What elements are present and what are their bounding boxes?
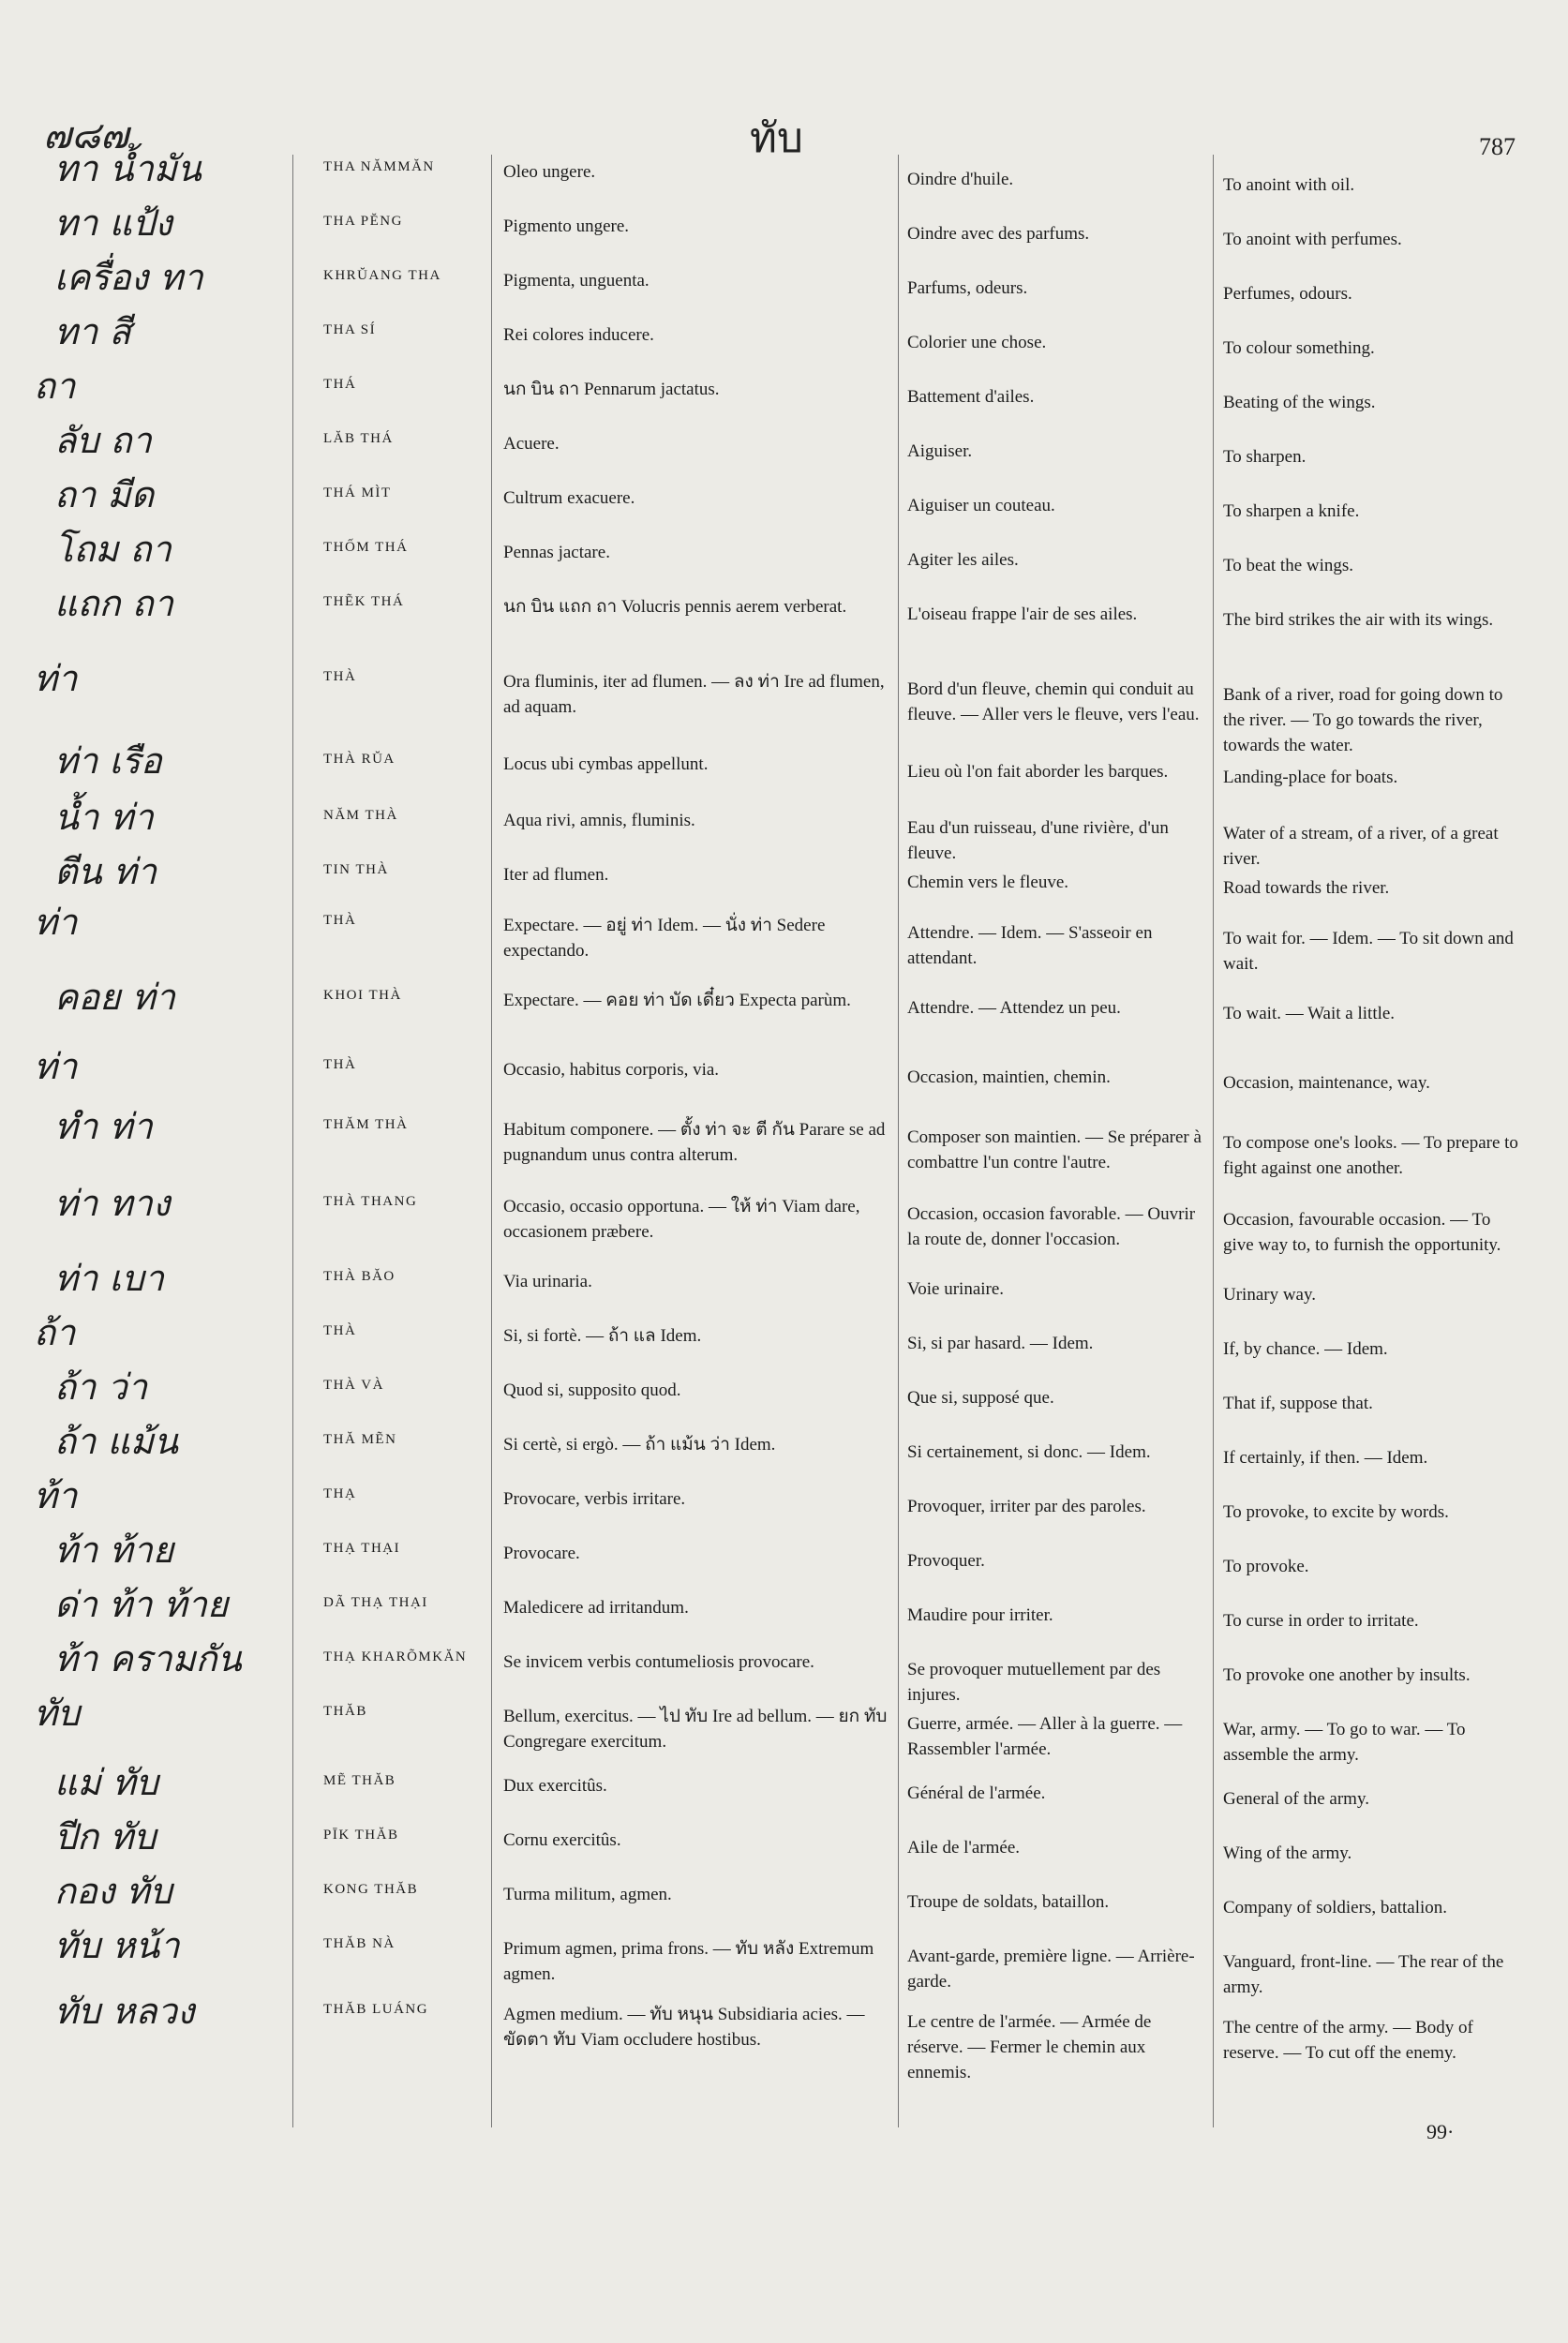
entry-english-definition: That if, suppose that.	[1223, 1394, 1373, 1413]
entry-english-definition: To anoint with perfumes.	[1223, 230, 1402, 249]
thai-page-number: ๗๘๗	[43, 114, 129, 157]
entry-french-definition: Avant-garde, première ligne. — Arrière-garde.	[907, 1947, 1195, 1992]
entry-french-definition: Voie urinaire.	[907, 1279, 1005, 1299]
entry-thai-headword: ท้า ท้าย	[54, 1530, 174, 1571]
entry-english-definition: The centre of the army. — Body of reserve. — To cut off the enemy.	[1223, 2018, 1473, 2063]
entry-romanization: THẼK THÁ	[323, 594, 405, 609]
entry-french-definition: Si, si par hasard. — Idem.	[907, 1334, 1094, 1353]
entry-english-definition: To sharpen.	[1223, 447, 1307, 467]
entry-english-definition: To sharpen a knife.	[1223, 501, 1360, 521]
entry-thai-headword: ท่า	[34, 658, 78, 699]
entry-french-definition: Occasion, occasion favorable. — Ouvrir la route de, donner l'occasion.	[907, 1204, 1196, 1249]
entry-english-definition: Water of a stream, of a river, of a great river.	[1223, 824, 1499, 869]
entry-romanization: THỐM THÁ	[323, 540, 409, 555]
entry-latin-definition: Via urinaria.	[503, 1272, 592, 1291]
entry-latin-definition: Occasio, habitus corporis, via.	[503, 1060, 720, 1080]
entry-latin-definition: Iter ad flumen.	[503, 865, 609, 885]
entry-romanization: THĂB	[323, 1704, 367, 1719]
entry-latin-definition: Agmen medium. — ทับ หนุน Subsidiaria acies. — ขัดตา ทับ Viam occludere hostibus.	[503, 2005, 865, 2050]
entry-romanization: TIN THÀ	[323, 862, 389, 877]
entry-english-definition: Company of soldiers, battalion.	[1223, 1898, 1448, 1918]
entry-french-definition: Oindre d'huile.	[907, 170, 1014, 189]
entry-french-definition: Guerre, armée. — Aller à la guerre. — Rassembler l'armée.	[907, 1714, 1183, 1759]
entry-romanization: THĂB NÀ	[323, 1936, 396, 1951]
entry-thai-headword: ทับ	[34, 1693, 81, 1734]
entry-thai-headword: ทำ ท่า	[54, 1106, 153, 1147]
entry-latin-definition: นก บิน แถก ถา Volucris pennis aerem verberat.	[503, 597, 847, 617]
entry-french-definition: Attendre. — Attendez un peu.	[907, 998, 1121, 1018]
page-number: 787	[1479, 133, 1516, 160]
entry-latin-definition: Pigmenta, unguenta.	[503, 271, 650, 291]
entry-romanization: KHOI THÀ	[323, 988, 402, 1003]
entry-latin-definition: Acuere.	[503, 434, 560, 454]
entry-english-definition: War, army. — To go to war. — To assemble the army.	[1223, 1720, 1466, 1765]
entry-english-definition: Vanguard, front-line. — The rear of the army.	[1223, 1952, 1504, 1997]
entry-french-definition: Que si, supposé que.	[907, 1388, 1054, 1408]
entry-french-definition: Occasion, maintien, chemin.	[907, 1067, 1111, 1087]
entry-romanization: THÀ	[323, 1057, 357, 1072]
entry-romanization: NĂM THÀ	[323, 808, 398, 823]
entry-romanization: PĪK THĂB	[323, 1828, 399, 1843]
entry-thai-headword: ท่า เรือ	[54, 740, 162, 782]
entry-english-definition: To colour something.	[1223, 338, 1375, 358]
entry-thai-headword: กอง ทับ	[54, 1871, 172, 1912]
entry-latin-definition: Pennas jactare.	[503, 543, 610, 562]
entry-latin-definition: Cultrum exacuere.	[503, 488, 635, 508]
entry-thai-headword: คอย ท่า	[54, 977, 175, 1018]
entry-thai-headword: ทา สี	[54, 311, 131, 352]
entry-french-definition: L'oiseau frappe l'air de ses ailes.	[907, 604, 1138, 624]
entry-latin-definition: Dux exercitûs.	[503, 1776, 607, 1796]
entry-romanization: THẠ KHARÕMKĂN	[323, 1649, 468, 1664]
entry-romanization: THÀ	[323, 669, 357, 684]
entry-romanization: KHRŬANG THA	[323, 268, 441, 283]
entry-english-definition: If, by chance. — Idem.	[1223, 1339, 1388, 1359]
entry-english-definition: Wing of the army.	[1223, 1843, 1352, 1863]
entry-latin-definition: Expectare. — อยู่ ท่า Idem. — นั่ง ท่า Sedere expectando.	[503, 916, 826, 961]
entry-french-definition: Provoquer.	[907, 1551, 985, 1571]
entry-english-definition: To anoint with oil.	[1223, 175, 1355, 195]
entry-latin-definition: Habitum componere. — ตั้ง ท่า จะ ตี กัน Parare se ad pugnandum unus contra alterum.	[503, 1120, 886, 1165]
entry-thai-headword: ทา แป้ง	[54, 202, 172, 244]
entry-english-definition: To wait. — Wait a little.	[1223, 1004, 1396, 1023]
entry-french-definition: Aile de l'armée.	[907, 1838, 1021, 1858]
entry-english-definition: To beat the wings.	[1223, 556, 1354, 575]
entry-thai-headword: ถา	[34, 366, 76, 407]
entry-english-definition: Beating of the wings.	[1223, 393, 1376, 412]
entry-english-definition: Landing-place for boats.	[1223, 768, 1398, 787]
entry-romanization: THÀ	[323, 1323, 357, 1338]
entry-latin-definition: Ora fluminis, iter ad flumen. — ลง ท่า Ire ad flumen, ad aquam.	[503, 672, 885, 717]
entry-english-definition: To provoke.	[1223, 1557, 1309, 1576]
entry-english-definition: Perfumes, odours.	[1223, 284, 1352, 304]
entry-thai-headword: เครื่อง ทา	[54, 257, 203, 298]
entry-romanization: KONG THĂB	[323, 1882, 419, 1897]
entry-english-definition: To wait for. — Idem. — To sit down and wait.	[1223, 929, 1514, 974]
entry-english-definition: To compose one's looks. — To prepare to fight against one another.	[1223, 1133, 1518, 1178]
entry-romanization: THA PĔNG	[323, 214, 403, 229]
entry-romanization: THA NĂMMĂN	[323, 159, 435, 174]
entry-latin-definition: Maledicere ad irritandum.	[503, 1598, 689, 1618]
entry-thai-headword: ทับ หน้า	[54, 1925, 180, 1966]
entry-english-definition: To curse in order to irritate.	[1223, 1611, 1419, 1631]
entry-english-definition: General of the army.	[1223, 1789, 1369, 1809]
entry-french-definition: Si certainement, si donc. — Idem.	[907, 1442, 1151, 1462]
entry-thai-headword: ด่า ท้า ท้าย	[54, 1584, 229, 1625]
entry-thai-headword: ถา มีด	[54, 474, 155, 515]
entry-french-definition: Parfums, odeurs.	[907, 278, 1028, 298]
entry-romanization: THÀ RŬA	[323, 752, 396, 767]
entry-romanization: THÀ	[323, 913, 357, 928]
entry-french-definition: Maudire pour irriter.	[907, 1605, 1053, 1625]
entry-romanization: DÃ THẠ THẠI	[323, 1595, 428, 1610]
entry-thai-headword: ถ้า ว่า	[54, 1366, 148, 1408]
entry-french-definition: Aiguiser.	[907, 441, 973, 461]
entry-romanization: THẠ THẠI	[323, 1541, 401, 1556]
entry-thai-headword: ตีน ท่า	[54, 851, 157, 892]
entry-romanization: THÁ	[323, 377, 357, 392]
entry-latin-definition: Locus ubi cymbas appellunt.	[503, 754, 709, 774]
entry-thai-headword: ลับ ถา	[54, 420, 152, 461]
entry-thai-headword: แม่ ทับ	[54, 1762, 158, 1803]
entry-french-definition: Aiguiser un couteau.	[907, 496, 1055, 515]
entry-french-definition: Attendre. — Idem. — S'asseoir en attendant.	[907, 923, 1153, 968]
entry-thai-headword: ท่า	[34, 1046, 78, 1087]
entry-latin-definition: Provocare.	[503, 1544, 580, 1563]
entry-romanization: THÀ THANG	[323, 1194, 418, 1209]
entry-latin-definition: Rei colores inducere.	[503, 325, 654, 345]
entry-french-definition: Battement d'ailes.	[907, 387, 1035, 407]
entry-french-definition: Agiter les ailes.	[907, 550, 1019, 570]
entry-latin-definition: Quod si, supposito quod.	[503, 1380, 681, 1400]
entry-english-definition: Occasion, favourable occasion. — To give way to, to furnish the opportunity.	[1223, 1210, 1501, 1255]
entry-thai-headword: ถ้า แม้น	[54, 1421, 178, 1462]
signature-mark: 99·	[1426, 2120, 1455, 2143]
entry-french-definition: Lieu où l'on fait aborder les barques.	[907, 762, 1169, 782]
entry-latin-definition: Se invicem verbis contumeliosis provocare.	[503, 1652, 814, 1672]
entry-latin-definition: Expectare. — คอย ท่า บัด เดี๋ยว Expecta parùm.	[503, 991, 851, 1010]
entry-english-definition: The bird strikes the air with its wings.	[1223, 610, 1494, 630]
entry-french-definition: Bord d'un fleuve, chemin qui conduit au fleuve. — Aller vers le fleuve, vers l'eau.	[907, 679, 1200, 724]
entry-english-definition: Road towards the river.	[1223, 878, 1390, 898]
entry-latin-definition: Oleo ungere.	[503, 162, 596, 182]
entry-thai-headword: ท้า	[34, 1475, 78, 1516]
entry-thai-headword: ท่า	[34, 902, 78, 943]
entry-romanization: LĂB THÁ	[323, 431, 394, 446]
entry-latin-definition: Si, si fortè. — ถ้า แล Idem.	[503, 1326, 702, 1346]
entry-thai-headword: ท่า เบา	[54, 1258, 164, 1299]
entry-thai-headword: ปีก ทับ	[54, 1816, 157, 1858]
entry-latin-definition: Aqua rivi, amnis, fluminis.	[503, 811, 695, 830]
entry-latin-definition: Cornu exercitûs.	[503, 1830, 621, 1850]
entry-thai-headword: ถ้า	[34, 1312, 76, 1353]
entry-latin-definition: นก บิน ถา Pennarum jactatus.	[503, 380, 720, 399]
entry-thai-headword: ทา น้ำมัน	[54, 148, 202, 189]
entry-french-definition: Composer son maintien. — Se préparer à combattre l'un contre l'autre.	[907, 1127, 1202, 1172]
entry-romanization: THẠ	[323, 1486, 357, 1501]
entry-french-definition: Eau d'un ruisseau, d'une rivière, d'un fleuve.	[907, 818, 1169, 863]
entry-french-definition: Provoquer, irriter par des paroles.	[907, 1497, 1146, 1516]
entry-latin-definition: Occasio, occasio opportuna. — ให้ ท่า Viam dare, occasionem præbere.	[503, 1197, 860, 1242]
entry-thai-headword: ทับ หลวง	[54, 1991, 195, 2032]
entry-latin-definition: Bellum, exercitus. — ไป ทับ Ire ad bellum. — ยก ทับ Congregare exercitum.	[503, 1707, 888, 1752]
entry-french-definition: Troupe de soldats, bataillon.	[907, 1892, 1110, 1912]
entry-thai-headword: ท้า ครามกัน	[54, 1638, 242, 1679]
entry-romanization: THÀ VÀ	[323, 1378, 384, 1393]
entry-thai-headword: แถก ถา	[54, 583, 173, 624]
entry-thai-headword: น้ำ ท่า	[54, 797, 154, 838]
entry-english-definition: If certainly, if then. — Idem.	[1223, 1448, 1428, 1468]
entry-french-definition: Oindre avec des parfums.	[907, 224, 1090, 244]
entry-thai-headword: โถม ถา	[54, 529, 172, 570]
entry-french-definition: Chemin vers le fleuve.	[907, 873, 1069, 892]
entry-english-definition: Occasion, maintenance, way.	[1223, 1073, 1430, 1093]
entry-french-definition: Général de l'armée.	[907, 1783, 1046, 1803]
entry-romanization: MẼ THĂB	[323, 1773, 396, 1788]
entry-romanization: THA SÍ	[323, 322, 377, 337]
entry-english-definition: Bank of a river, road for going down to the river. — To go towards the river, towards the water.	[1223, 685, 1503, 755]
entry-french-definition: Se provoquer mutuellement par des injures.	[907, 1660, 1161, 1705]
entry-thai-headword: ท่า ทาง	[54, 1183, 171, 1224]
entry-french-definition: Colorier une chose.	[907, 333, 1047, 352]
entry-latin-definition: Pigmento ungere.	[503, 216, 630, 236]
entry-romanization: THÀ BĂO	[323, 1269, 396, 1284]
entry-latin-definition: Si certè, si ergò. — ถ้า แม้น ว่า Idem.	[503, 1435, 776, 1455]
entry-english-definition: Urinary way.	[1223, 1285, 1317, 1305]
entry-romanization: THÁ MÌT	[323, 485, 392, 500]
entry-romanization: THĂ MẼN	[323, 1432, 397, 1447]
entry-romanization: THĂB LUÁNG	[323, 2002, 429, 2017]
guide-word: ทับ	[750, 115, 803, 161]
entry-english-definition: To provoke, to excite by words.	[1223, 1502, 1449, 1522]
entry-romanization: THĂM THÀ	[323, 1117, 409, 1132]
entry-latin-definition: Provocare, verbis irritare.	[503, 1489, 686, 1509]
entry-french-definition: Le centre de l'armée. — Armée de réserve. — Fermer le chemin aux ennemis.	[907, 2012, 1152, 2082]
entry-latin-definition: Turma militum, agmen.	[503, 1885, 672, 1904]
entry-english-definition: To provoke one another by insults.	[1223, 1665, 1471, 1685]
entry-latin-definition: Primum agmen, prima frons. — ทับ หลัง Extremum agmen.	[503, 1939, 874, 1984]
